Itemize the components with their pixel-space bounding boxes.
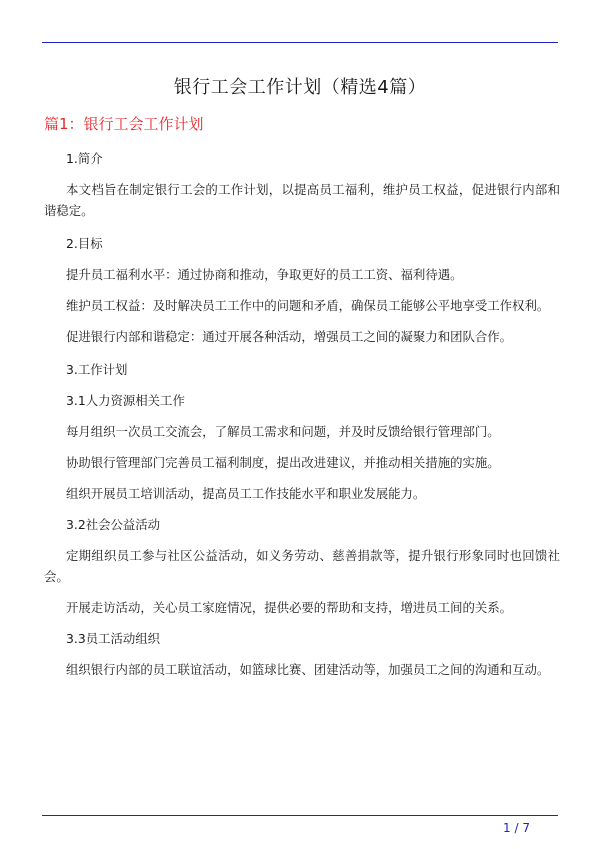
- section-heading: 篇1：银行工会工作计划: [44, 115, 204, 133]
- document-body: [44, 148, 560, 680]
- paragraph-social-events: 组织银行内部的员工联谊活动，如篮球比赛、团建活动等，加强员工之间的沟通和互动。: [66, 662, 550, 677]
- heading-intro: 1.简介: [66, 151, 103, 166]
- footer-rule: [42, 815, 558, 816]
- heading-goals: 2.目标: [66, 236, 103, 251]
- page-indicator: 1 / 7: [503, 821, 530, 835]
- paragraph-hr-welfare-system: 协助银行管理部门完善员工福利制度，提出改进建议，并推动相关措施的实施。: [66, 455, 500, 470]
- heading-public-welfare: 3.2社会公益活动: [66, 517, 161, 532]
- paragraph-intro: 本文档旨在制定银行工会的工作计划，以提高员工福利，维护员工权益，促进银行内部和谐稳定。: [44, 182, 560, 218]
- paragraph-family-visits: 开展走访活动，关心员工家庭情况，提供必要的帮助和支持，增进员工间的关系。: [66, 600, 513, 615]
- header-rule: [42, 42, 558, 43]
- paragraph-goal-harmony: 促进银行内部和谐稳定：通过开展各种活动，增强员工之间的凝聚力和团队合作。: [66, 329, 513, 344]
- paragraph-goal-rights: 维护员工权益：及时解决员工工作中的问题和矛盾，确保员工能够公平地享受工作权利。: [66, 298, 550, 313]
- paragraph-community-activities: 定期组织员工参与社区公益活动，如义务劳动、慈善捐款等，提升银行形象同时也回馈社会。: [44, 548, 560, 584]
- paragraph-goal-welfare: 提升员工福利水平：通过协商和推动，争取更好的员工工资、福利待遇。: [66, 267, 463, 282]
- document-title: 银行工会工作计划（精选4篇）: [173, 77, 427, 98]
- paragraph-hr-meetings: 每月组织一次员工交流会，了解员工需求和问题，并及时反馈给银行管理部门。: [66, 424, 500, 439]
- heading-staff-activities: 3.3员工活动组织: [66, 631, 161, 646]
- heading-hr-work: 3.1人力资源相关工作: [66, 393, 185, 408]
- heading-work-plan: 3.工作计划: [66, 362, 128, 377]
- paragraph-hr-training: 组织开展员工培训活动，提高员工工作技能水平和职业发展能力。: [66, 486, 426, 501]
